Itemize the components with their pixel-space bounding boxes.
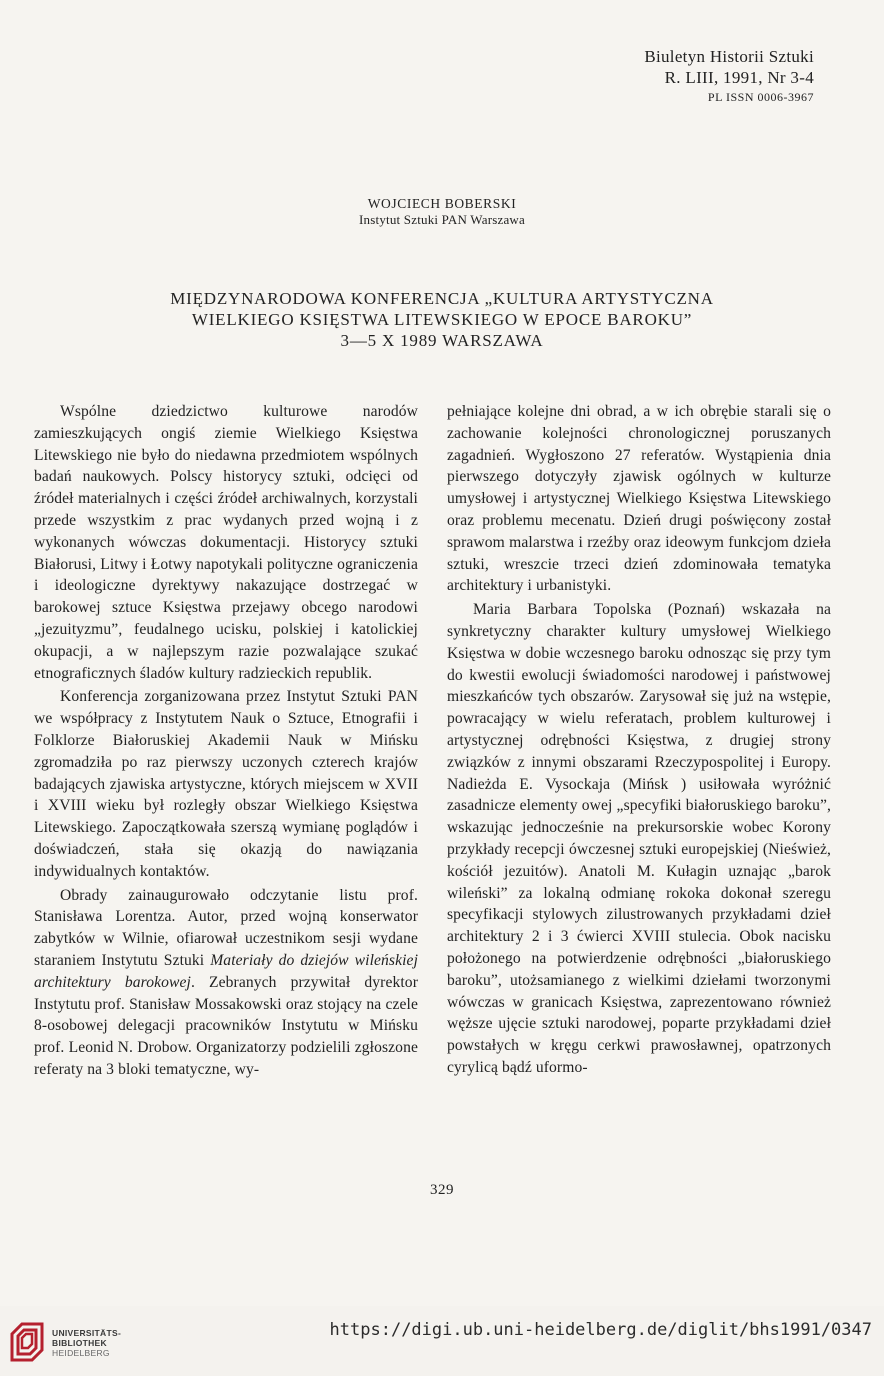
- viewer-footer: [0, 1306, 884, 1376]
- paragraph-text: . Zebranych przywitał dyrektor Instytutu prof. Stanisław Mossakowski oraz stojący na czele 8-osobowej delegacji pracowników Instytutu w Mińsku prof. Leonid N. Drobow. Organizatorzy podzielili zgłoszone referaty na 3 bloki tematyczne, wy-: [34, 973, 419, 1078]
- author-affiliation: Instytut Sztuki PAN Warszawa: [359, 212, 525, 227]
- journal-volume: R. LIII, 1991, Nr 3-4: [664, 68, 814, 87]
- journal-issn: PL ISSN 0006-3967: [707, 90, 814, 104]
- author-name: WOJCIECH BOBERSKI: [367, 196, 517, 211]
- title-line-3: 3—5 X 1989 WARSZAWA: [340, 331, 544, 350]
- permalink-url[interactable]: https://digi.ub.uni-heidelberg.de/diglit/bhs1991/0347: [329, 1320, 872, 1340]
- library-name-line2: BIBLIOTHEK: [52, 1338, 107, 1348]
- page-number: 329: [430, 1182, 454, 1198]
- library-name: [52, 1328, 121, 1358]
- paragraph: [34, 885, 418, 1081]
- paragraph: Wspólne dziedzictwo kulturowe narodów zamieszkujących ongiś ziemie Wielkiego Księstwa Litewskiego nie było do niedawna przedmiotem wspólnych badań naukowych. Polscy historycy sztuki, odcięci od źródeł materialnych i części źródeł archiwalnych, korzystali przede wszystkim z prac wydanych przed wojną i z wykonanych wówczas dokumentacji. Historycy sztuki Białorusi, Litwy i Łotwy napotykali polityczne ograniczenia i ideologiczne dyrektywy nakazujące dostrzegać w barokowej sztuce Księstwa przejawy obcego narodowi „jezuityzmu”, feudalnego ucisku, polskiej i katolickiej okupacji, a w najlepszym razie pozwalające szukać etnograficznych śladów kultury radzieckich republik.: [34, 403, 418, 682]
- library-logo-icon: [8, 1320, 46, 1364]
- paragraph: Maria Barbara Topolska (Poznań) wskazała na synkretyczny charakter kultury umysłowej Wielkiego Księstwa w dobie wczesnego baroku odnosząc się przy tym do kwestii ewolucji świadomości narodowej i państwowej mieszkańców tych obszarów. Zarysował się już na wstępie, powracający w wielu referatach, problem kulturowej i artystycznej odrębności Księstwa, z drugiej strony związków z innymi obszarami Rzeczypospolitej i Europy. Nadieżda E. Vysockaja (Mińsk ) usiłowała wyróżnić zasadnicze elementy owej „specyfiki białoruskiego baroku”, wskazując jednocześnie na prekursorskie wobec Korony przykłady recepcji ówczesnej sztuki europejskiej (Nieśwież, kościół jezuitów). Anatoli M. Kułagin uznając „barok wileński” za lokalną odmianę rokoka dokonał szeregu specyfikacji stylowych zilustrowanych przykładami dzieł architektury 2 i 3 ćwierci XVIII stulecia. Obok nacisku położonego na potwierdzenie odrębności „białoruskiego baroku”, utożsamianego z wielkimi dziełami tworzonymi wówczas w granicach Księstwa, zaprezentowano również węższe ujęcie sztuki narodowej, poparte przykładami dzieł powstałych w kręgu cerkwi prawosławnej, opatrzonych cyrylicą bądź uformo-: [447, 601, 831, 1076]
- title-line-1: MIĘDZYNARODOWA KONFERENCJA „KULTURA ARTYSTYCZNA: [170, 289, 714, 308]
- journal-name: Biuletyn Historii Sztuki: [644, 47, 814, 66]
- title-line-2: WIELKIEGO KSIĘSTWA LITEWSKIEGO W EPOCE BAROKU”: [191, 310, 693, 329]
- library-name-line1: UNIVERSITÄTS-: [52, 1328, 122, 1338]
- library-name-line3: HEIDELBERG: [52, 1348, 110, 1358]
- paragraph: Konferencja zorganizowana przez Instytut Sztuki PAN we współpracy z Instytutem Nauk o Sztuce, Etnografii i Folklorze Białoruskiej Akademii Nauk w Mińsku zgromadziła po raz pierwszy uczonych czterech krajów badających zjawiska artystyczne, których miejscem w XVII i XVIII wieku był rozległy obszar Wielkiego Księstwa Litewskiego. Zapoczątkowała szerszą wymianę poglądów i doświadczeń, stała się okazją do nawiązania indywidualnych kontaktów.: [34, 688, 418, 880]
- right-column: [447, 401, 831, 1079]
- paragraph: pełniające kolejne dni obrad, a w ich obrębie starali się o zachowanie kolejności chronologicznej poruszanych zagadnień. Wygłoszono 27 referatów. Wystąpienia dnia pierwszego dotyczyły zjawisk ogólnych w kulturze umysłowej i artystycznej Wielkiego Księstwa Litewskiego oraz problemu mecenatu. Dzień drugi poświęcony został sprawom malarstwa i rzeźby oraz ideowym funkcjom dzieła sztuki, wreszcie trzeci dzień zdominowała tematyka architektury i urbanistyki.: [447, 403, 831, 595]
- author-block: [0, 196, 884, 228]
- left-column: [34, 401, 418, 1081]
- journal-header: [644, 46, 814, 106]
- paragraph-text: Obrady zainaugurowało odczytanie listu prof. Stanisława Lorentza. Autor, przed wojną konserwator zabytków w Wilnie, ofiarował uczestnikom sesji wydane staraniem Instytutu Sztuki: [34, 886, 418, 969]
- article-title: [0, 288, 884, 351]
- italic-title: Materiały do dziejów wileńskiej architektury barokowej: [34, 951, 419, 991]
